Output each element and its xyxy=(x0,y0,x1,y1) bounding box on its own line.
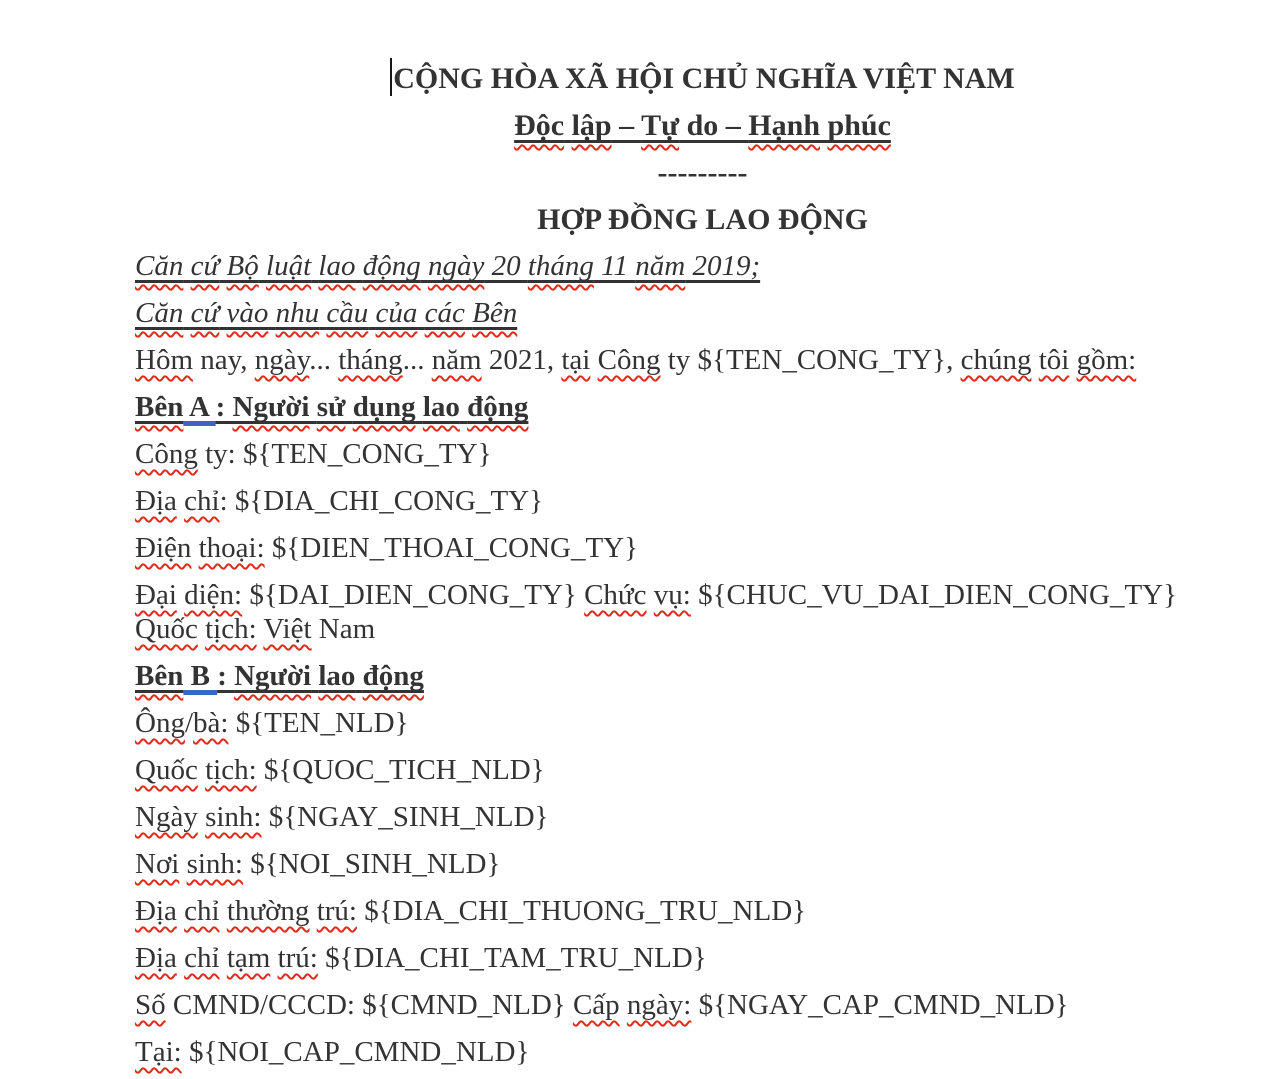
text-segment xyxy=(416,391,423,423)
document-title[interactable] xyxy=(135,196,1270,243)
text-segment xyxy=(191,532,198,564)
text-segment: ${CHUC_VU_DAI_DIEN_CONG_TY} xyxy=(690,579,1178,611)
text-segment: do – xyxy=(679,109,749,142)
text-segment: nay, xyxy=(193,344,255,376)
text-segment xyxy=(198,801,205,833)
company-name-line[interactable] xyxy=(135,431,1270,478)
text-segment: ${DIA_CHI_THUONG_TRU_NLD} xyxy=(356,895,807,927)
spellcheck-flagged-word[interactable]: lao xyxy=(318,660,356,692)
spellcheck-flagged-word[interactable]: thường xyxy=(226,895,310,927)
spellcheck-flagged-word[interactable]: động xyxy=(467,391,529,423)
spellcheck-flagged-word[interactable]: cứ xyxy=(190,250,220,282)
text-segment: ${TEN_NLD} xyxy=(228,707,409,739)
spellcheck-flagged-word[interactable]: chỉ xyxy=(184,895,220,927)
text-segment xyxy=(259,250,266,282)
spellcheck-flagged-word[interactable]: của xyxy=(375,297,418,329)
grammar-flagged-word[interactable]: A xyxy=(183,391,216,423)
company-phone-line[interactable] xyxy=(135,525,1270,572)
text-segment: ${DIEN_THOAI_CONG_TY} xyxy=(264,532,639,564)
text-segment xyxy=(417,297,424,329)
employee-name-line[interactable] xyxy=(135,700,1270,747)
spellcheck-flagged-word[interactable]: ngày xyxy=(427,250,485,282)
text-segment: ${NOI_SINH_NLD} xyxy=(243,848,501,880)
employee-temporary-address-line[interactable] xyxy=(135,935,1270,982)
spellcheck-flagged-word[interactable]: Việt xyxy=(263,613,312,645)
employee-permanent-address-line[interactable] xyxy=(135,888,1270,935)
spellcheck-flagged-word[interactable]: trú: xyxy=(277,942,318,974)
spellcheck-flagged-word[interactable]: lao xyxy=(422,391,460,423)
spellcheck-flagged-word[interactable]: Bộ xyxy=(226,250,259,282)
spellcheck-flagged-word[interactable]: Người xyxy=(234,660,312,692)
spellcheck-flagged-word[interactable]: tịch: xyxy=(205,613,257,645)
spellcheck-flagged-word[interactable]: ngày xyxy=(254,344,310,376)
text-segment: / xyxy=(184,707,194,739)
spellcheck-flagged-word[interactable]: trú: xyxy=(316,895,357,927)
spellcheck-flagged-word[interactable]: ngày: xyxy=(626,989,692,1021)
text-segment: ${DIA_CHI_TAM_TRU_NLD} xyxy=(317,942,707,974)
spellcheck-flagged-word[interactable]: động xyxy=(362,250,421,282)
text-segment: ${NGAY_CAP_CMND_NLD} xyxy=(691,989,1069,1021)
text-segment: ${DAI_DIEN_CONG_TY} xyxy=(242,579,585,611)
text-segment xyxy=(270,942,277,974)
spellcheck-flagged-word[interactable]: Bên xyxy=(135,660,184,692)
spellcheck-flagged-word[interactable]: Quốc xyxy=(135,754,198,786)
spellcheck-flagged-word[interactable]: nhu xyxy=(275,297,320,329)
text-segment xyxy=(1069,344,1076,376)
grammar-flagged-word[interactable]: B xyxy=(183,660,218,692)
preamble-law-basis[interactable] xyxy=(135,243,1270,290)
spellcheck-flagged-word[interactable]: tịch: xyxy=(205,754,257,786)
text-segment: : xyxy=(217,660,235,692)
spellcheck-flagged-word[interactable]: Công xyxy=(135,438,198,470)
spellcheck-flagged-word[interactable]: Điện xyxy=(135,532,192,564)
text-segment xyxy=(268,297,275,329)
text-segment xyxy=(647,579,654,611)
spellcheck-flagged-word[interactable]: tạm xyxy=(226,942,271,974)
header-motto[interactable] xyxy=(135,102,1270,149)
employee-nationality-line[interactable] xyxy=(135,747,1270,794)
text-segment: – xyxy=(611,109,642,142)
spellcheck-flagged-word[interactable]: Đại xyxy=(135,579,177,611)
text-segment: ${NOI_CAP_CMND_NLD} xyxy=(181,1036,530,1068)
opening-line[interactable] xyxy=(135,337,1270,384)
text-segment: 2021, xyxy=(481,344,562,376)
spellcheck-flagged-word[interactable]: luật xyxy=(266,250,312,282)
employee-birthplace-line[interactable] xyxy=(135,841,1270,888)
text-segment: : xyxy=(215,391,233,423)
spellcheck-flagged-word[interactable]: Số xyxy=(135,989,166,1021)
spellcheck-flagged-word[interactable]: Chức xyxy=(584,579,647,611)
spellcheck-flagged-word[interactable]: sử xyxy=(316,391,346,423)
spellcheck-flagged-word[interactable]: Tại: xyxy=(135,1036,182,1068)
spellcheck-flagged-word[interactable]: Địa xyxy=(135,485,177,517)
spellcheck-flagged-word[interactable]: sinh: xyxy=(186,848,243,880)
spellcheck-flagged-word[interactable]: Hôm xyxy=(135,344,193,376)
text-segment xyxy=(220,942,227,974)
spellcheck-flagged-word[interactable]: động xyxy=(362,660,424,692)
text-segment xyxy=(368,297,375,329)
spellcheck-flagged-word[interactable]: Địa xyxy=(135,942,177,974)
spellcheck-flagged-word[interactable]: Địa xyxy=(135,895,177,927)
spellcheck-flagged-word[interactable]: sinh: xyxy=(205,801,262,833)
employee-birthdate-line[interactable] xyxy=(135,794,1270,841)
text-segment xyxy=(355,660,362,692)
text-segment xyxy=(219,297,226,329)
spellcheck-flagged-word[interactable]: dụng xyxy=(352,391,416,423)
text-segment xyxy=(1031,344,1038,376)
spellcheck-flagged-word[interactable]: tôi xyxy=(1038,344,1070,376)
spellcheck-flagged-word[interactable]: Hạnh xyxy=(748,109,821,142)
text-segment: --------- xyxy=(657,156,748,189)
text-segment xyxy=(421,250,428,282)
text-segment: : ${DIA_CHI_CONG_TY} xyxy=(219,485,544,517)
spellcheck-flagged-word[interactable]: Căn xyxy=(135,297,184,329)
text-segment: 20 xyxy=(484,250,528,282)
spellcheck-flagged-word[interactable]: Người xyxy=(232,391,310,423)
text-segment: ... xyxy=(402,344,432,376)
spellcheck-flagged-word[interactable]: Cấp xyxy=(572,989,620,1021)
spellcheck-flagged-word[interactable]: tại xyxy=(561,344,591,376)
spellcheck-flagged-word[interactable]: Nơi xyxy=(135,848,180,880)
text-segment: HỢP ĐỒNG LAO ĐỘNG xyxy=(537,203,868,236)
spellcheck-flagged-word[interactable]: tháng xyxy=(527,250,594,282)
spellcheck-flagged-word[interactable]: chúng xyxy=(960,344,1032,376)
spellcheck-flagged-word[interactable]: cứ xyxy=(190,297,220,329)
text-segment xyxy=(198,613,205,645)
text-segment: ${QUOC_TICH_NLD} xyxy=(256,754,545,786)
party-a-heading[interactable] xyxy=(135,384,1270,431)
spellcheck-flagged-word[interactable]: bà: xyxy=(193,707,229,739)
spellcheck-flagged-word[interactable]: gồm: xyxy=(1076,344,1137,376)
spellcheck-flagged-word[interactable]: Công xyxy=(597,344,661,376)
text-segment xyxy=(355,250,362,282)
spellcheck-flagged-word[interactable]: cầu xyxy=(326,297,369,329)
spellcheck-flagged-word[interactable]: chỉ xyxy=(184,942,220,974)
spellcheck-flagged-word[interactable]: Tự xyxy=(641,109,680,142)
spellcheck-flagged-word[interactable]: Ngày xyxy=(135,801,198,833)
preamble-need-basis[interactable] xyxy=(135,290,1270,337)
text-segment xyxy=(309,895,316,927)
spellcheck-flagged-word[interactable]: vụ: xyxy=(653,579,691,611)
spellcheck-flagged-word[interactable]: Độc xyxy=(514,109,565,142)
text-segment xyxy=(620,989,627,1021)
spellcheck-flagged-word[interactable]: chỉ xyxy=(184,485,220,517)
employee-id-line[interactable] xyxy=(135,982,1270,1029)
text-segment: ${NGAY_SINH_NLD} xyxy=(261,801,549,833)
spellcheck-flagged-word[interactable]: Bên xyxy=(472,297,518,329)
party-b-heading[interactable] xyxy=(135,653,1270,700)
text-segment xyxy=(345,391,352,423)
spellcheck-flagged-word[interactable]: các xyxy=(424,297,465,329)
text-segment: Nam xyxy=(311,613,376,645)
text-segment xyxy=(183,297,190,329)
text-segment xyxy=(219,250,226,282)
text-segment: CMND/CCCD: ${CMND_NLD} xyxy=(165,989,573,1021)
spellcheck-flagged-word[interactable]: Ông xyxy=(135,707,185,739)
header-separator[interactable] xyxy=(135,149,1270,196)
spellcheck-flagged-word[interactable]: diện: xyxy=(184,579,243,611)
spellcheck-flagged-word[interactable]: Căn xyxy=(135,250,184,282)
text-segment xyxy=(564,109,572,142)
spellcheck-flagged-word[interactable]: lập xyxy=(571,109,612,142)
text-segment xyxy=(179,848,186,880)
text-segment: 2019; xyxy=(685,250,761,282)
spellcheck-flagged-word[interactable]: vào xyxy=(226,297,269,329)
spellcheck-flagged-word[interactable]: tháng xyxy=(338,344,403,376)
employee-id-place-line[interactable] xyxy=(135,1029,1270,1076)
spellcheck-flagged-word[interactable]: Quốc xyxy=(135,613,198,645)
text-segment xyxy=(309,391,316,423)
text-cursor xyxy=(390,58,392,96)
text-segment: CỘNG HÒA XÃ HỘI CHỦ NGHĨA VIỆT NAM xyxy=(393,62,1015,95)
spellcheck-flagged-word[interactable]: thoại: xyxy=(198,532,265,564)
spellcheck-flagged-word[interactable]: Bên xyxy=(135,391,184,423)
spellcheck-flagged-word[interactable]: năm xyxy=(635,250,686,282)
spellcheck-flagged-word[interactable]: lao xyxy=(318,250,356,282)
text-segment xyxy=(183,250,190,282)
text-segment xyxy=(220,895,227,927)
header-national-title[interactable] xyxy=(135,55,1270,102)
company-address-line[interactable] xyxy=(135,478,1270,525)
text-segment xyxy=(820,109,828,142)
spellcheck-flagged-word[interactable]: phúc xyxy=(827,109,891,142)
text-segment: ty ${TEN_CONG_TY}, xyxy=(660,344,961,376)
text-segment xyxy=(590,344,597,376)
text-segment xyxy=(198,754,205,786)
text-segment: ... xyxy=(309,344,339,376)
text-segment: ty: ${TEN_CONG_TY} xyxy=(197,438,492,470)
text-segment: 11 xyxy=(593,250,636,282)
spellcheck-flagged-word[interactable]: năm xyxy=(431,344,482,376)
